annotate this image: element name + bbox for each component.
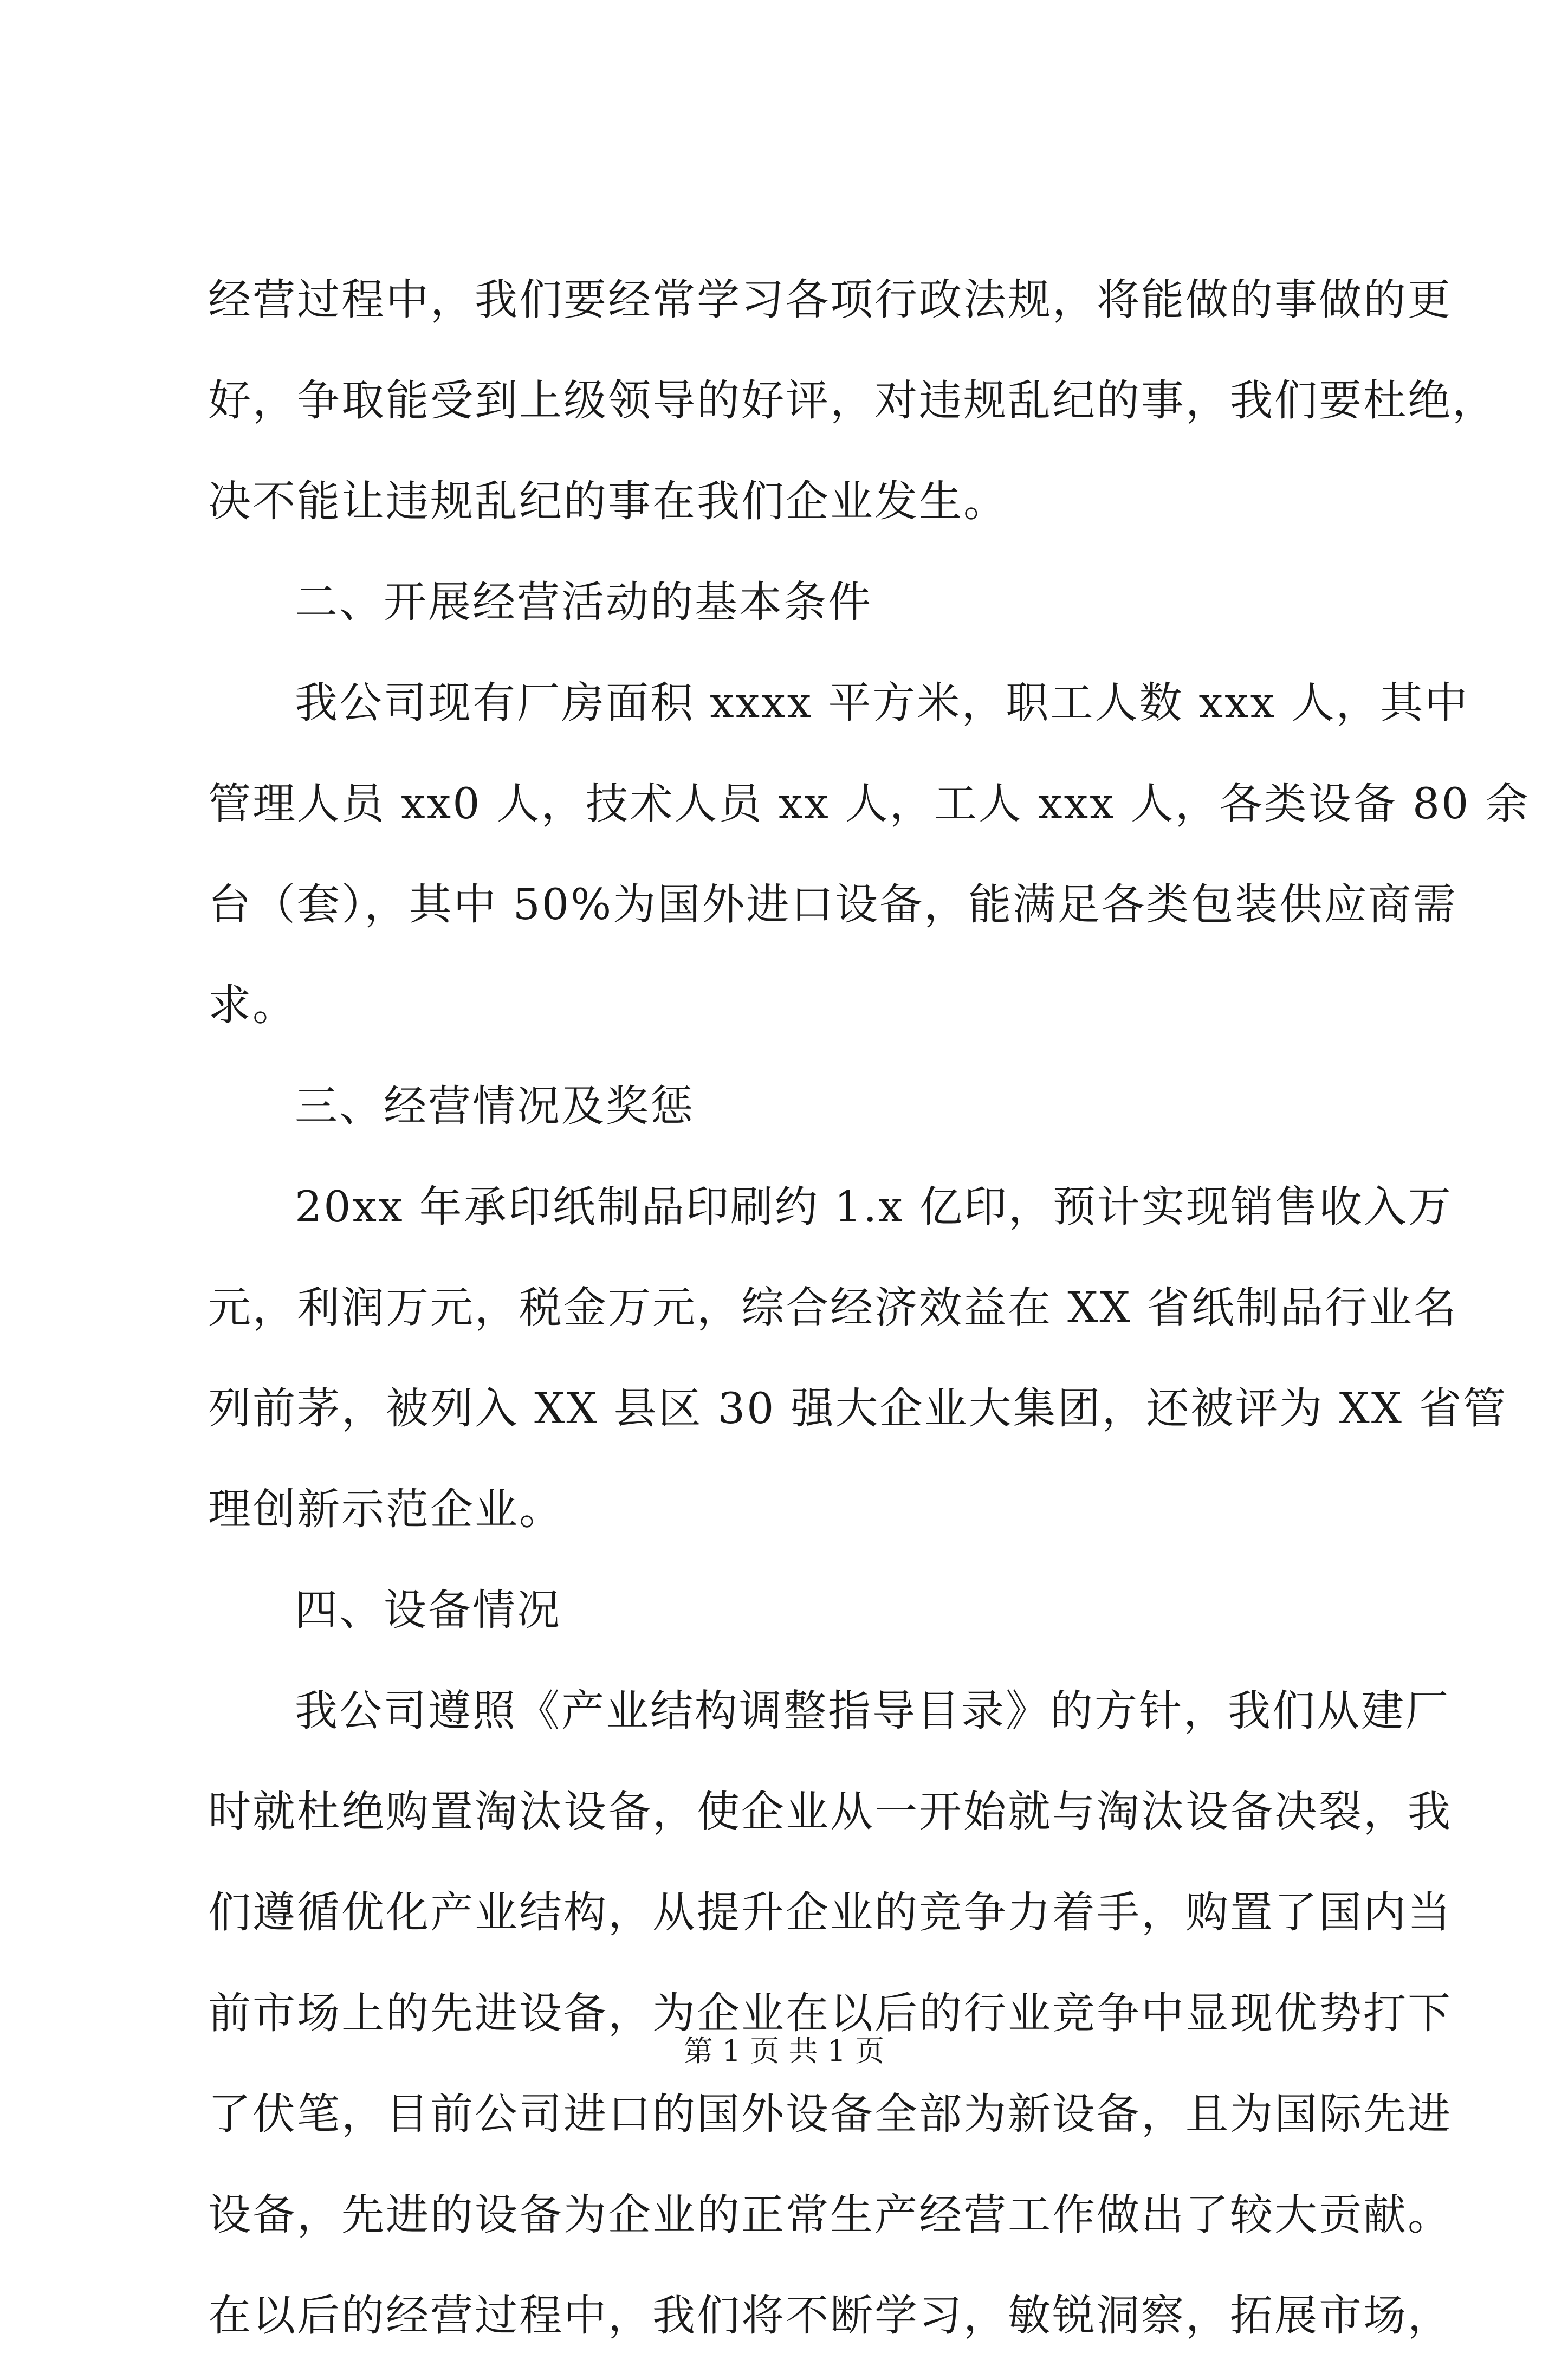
paragraph-line: 了伏笔，目前公司进口的国外设备全部为新设备，且为国际先进	[208, 2089, 1452, 2139]
paragraph-line: 时就杜绝购置淘汰设备，使企业从一开始就与淘汰设备决裂，我	[208, 1787, 1452, 1837]
paragraph-line: 列前茅，被列入 XX 县区 30 强大企业大集团，还被评为 XX 省管	[208, 1384, 1508, 1433]
section-heading-4: 四、设备情况	[295, 1585, 561, 1635]
paragraph-line: 理创新示范企业。	[208, 1484, 563, 1534]
paragraph-line: 求。	[208, 980, 297, 1030]
paragraph-line: 经营过程中，我们要经常学习各项行政法规，将能做的事做的更	[208, 275, 1452, 325]
paragraph-line: 决不能让违规乱纪的事在我们企业发生。	[208, 476, 1008, 526]
paragraph-line: 我公司遵照《产业结构调整指导目录》的方针，我们从建厂	[295, 1686, 1450, 1736]
paragraph-line: 好，争取能受到上级领导的好评，对违规乱纪的事，我们要杜绝，	[208, 376, 1496, 425]
paragraph-line: 前市场上的先进设备，为企业在以后的行业竞争中显现优势打下	[208, 1988, 1452, 2038]
paragraph-line: 管理人员 xx0 人，技术人员 xx 人，工人 xxx 人，各类设备 80 余	[208, 779, 1530, 829]
paragraph-line: 设备，先进的设备为企业的正常生产经营工作做出了较大贡献。	[208, 2190, 1452, 2240]
paragraph-line: 我公司现有厂房面积 xxxx 平方米，职工人数 xxx 人，其中	[295, 678, 1469, 728]
paragraph-line: 在以后的经营过程中，我们将不断学习，敏锐洞察，拓展市场，	[208, 2291, 1452, 2341]
section-heading-3: 三、经营情况及奖惩	[295, 1081, 695, 1131]
paragraph-line: 台（套），其中 50%为国外进口设备，能满足各类包装供应商需	[208, 880, 1457, 929]
section-heading-2: 二、开展经营活动的基本条件	[295, 577, 872, 627]
paragraph-line: 元，利润万元，税金万元，综合经济效益在 XX 省纸制品行业名	[208, 1283, 1458, 1333]
page-number-footer: 第 1 页 共 1 页	[683, 2034, 885, 2068]
paragraph-line: 们遵循优化产业结构，从提升企业的竞争力着手，购置了国内当	[208, 1887, 1452, 1937]
paragraph-line: 20xx 年承印纸制品印刷约 1.x 亿印，预计实现销售收入万	[295, 1182, 1453, 1232]
